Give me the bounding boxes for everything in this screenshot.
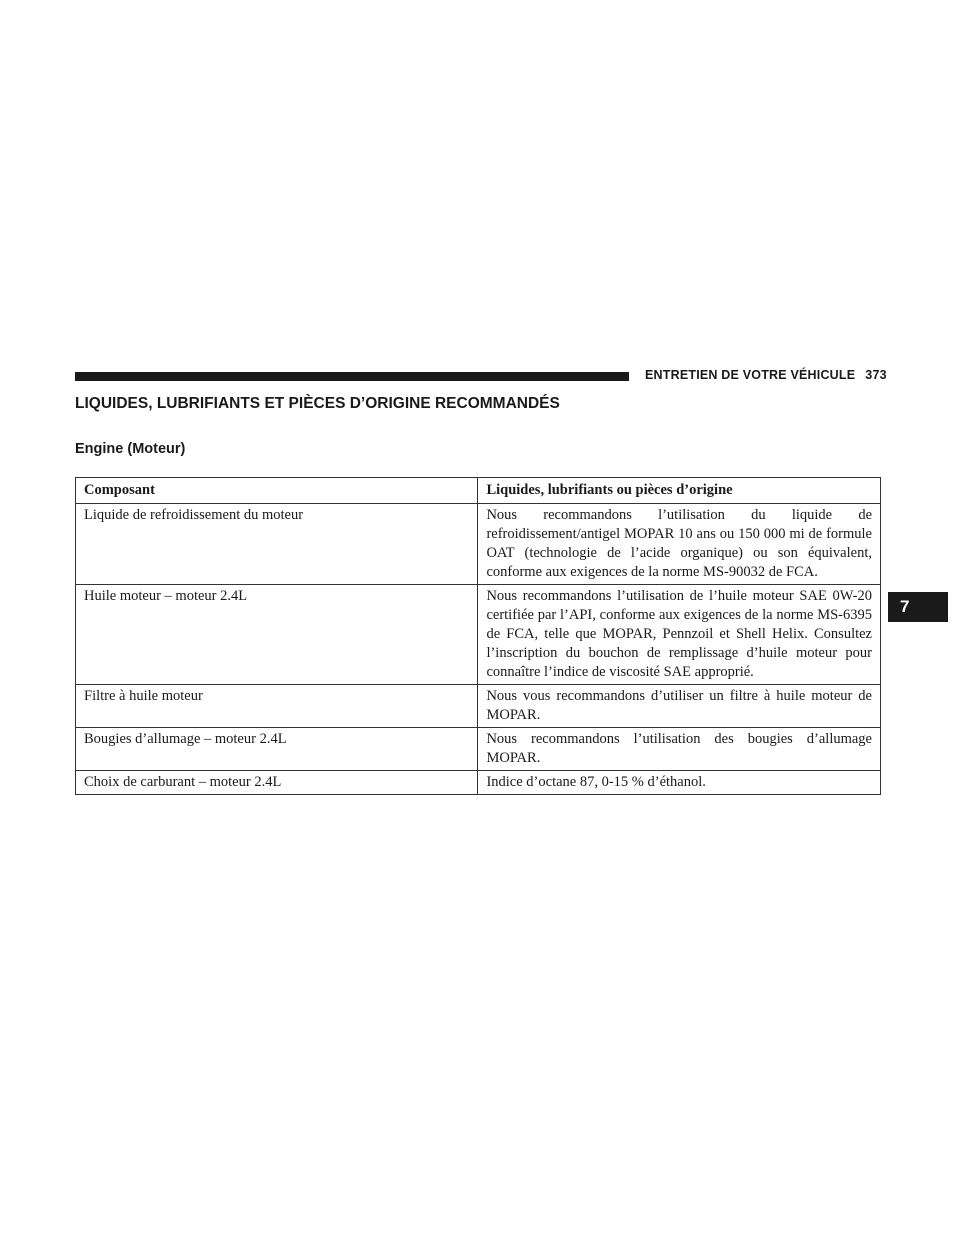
subsection-title: Engine (Moteur): [75, 441, 186, 457]
table-row: [76, 771, 881, 795]
table-row: [76, 504, 881, 585]
cell-spec: Nous recommandons l’utilisation des bougies d’allumage MOPAR.: [478, 728, 881, 771]
cell-component: Choix de carburant – moteur 2.4L: [76, 771, 478, 795]
running-header: [645, 368, 887, 382]
fluids-table: [75, 477, 881, 795]
column-header-component: Composant: [76, 478, 478, 504]
chapter-tab: [888, 592, 948, 622]
cell-component: Huile moteur – moteur 2.4L: [76, 585, 478, 685]
header-section-name: ENTRETIEN DE VOTRE VÉHICULE: [645, 368, 856, 382]
cell-component: Liquide de refroidissement du moteur: [76, 504, 478, 585]
section-title: LIQUIDES, LUBRIFIANTS ET PIÈCES D’ORIGINE RECOMMANDÉS: [75, 395, 560, 412]
chapter-number: 7: [900, 597, 910, 616]
cell-spec: Indice d’octane 87, 0-15 % d’éthanol.: [478, 771, 881, 795]
page-number: 373: [865, 368, 887, 382]
header-rule: [75, 372, 629, 381]
cell-spec: Nous recommandons l’utilisation de l’huile moteur SAE 0W-20 certifiée par l’API, conforme aux exigences de la norme MS-6395 de FCA, telle que MOPAR, Pennzoil et Shell Helix. Consultez l’inscription du bouchon de remplissage d’huile moteur pour connaître l’indice de viscosité SAE approprié.: [478, 585, 881, 685]
cell-component: Bougies d’allumage – moteur 2.4L: [76, 728, 478, 771]
column-header-spec: Liquides, lubrifiants ou pièces d’origine: [478, 478, 881, 504]
table-header-row: [76, 478, 881, 504]
cell-spec: Nous recommandons l’utilisation du liquide de refroidissement/antigel MOPAR 10 ans ou 150 000 mi de formule OAT (technologie de l’acide organique) ou son équivalent, conforme aux exigences de la norme MS-90032 de FCA.: [478, 504, 881, 585]
table-row: [76, 685, 881, 728]
table-row: [76, 728, 881, 771]
cell-spec: Nous vous recommandons d’utiliser un filtre à huile moteur de MOPAR.: [478, 685, 881, 728]
table-row: [76, 585, 881, 685]
cell-component: Filtre à huile moteur: [76, 685, 478, 728]
